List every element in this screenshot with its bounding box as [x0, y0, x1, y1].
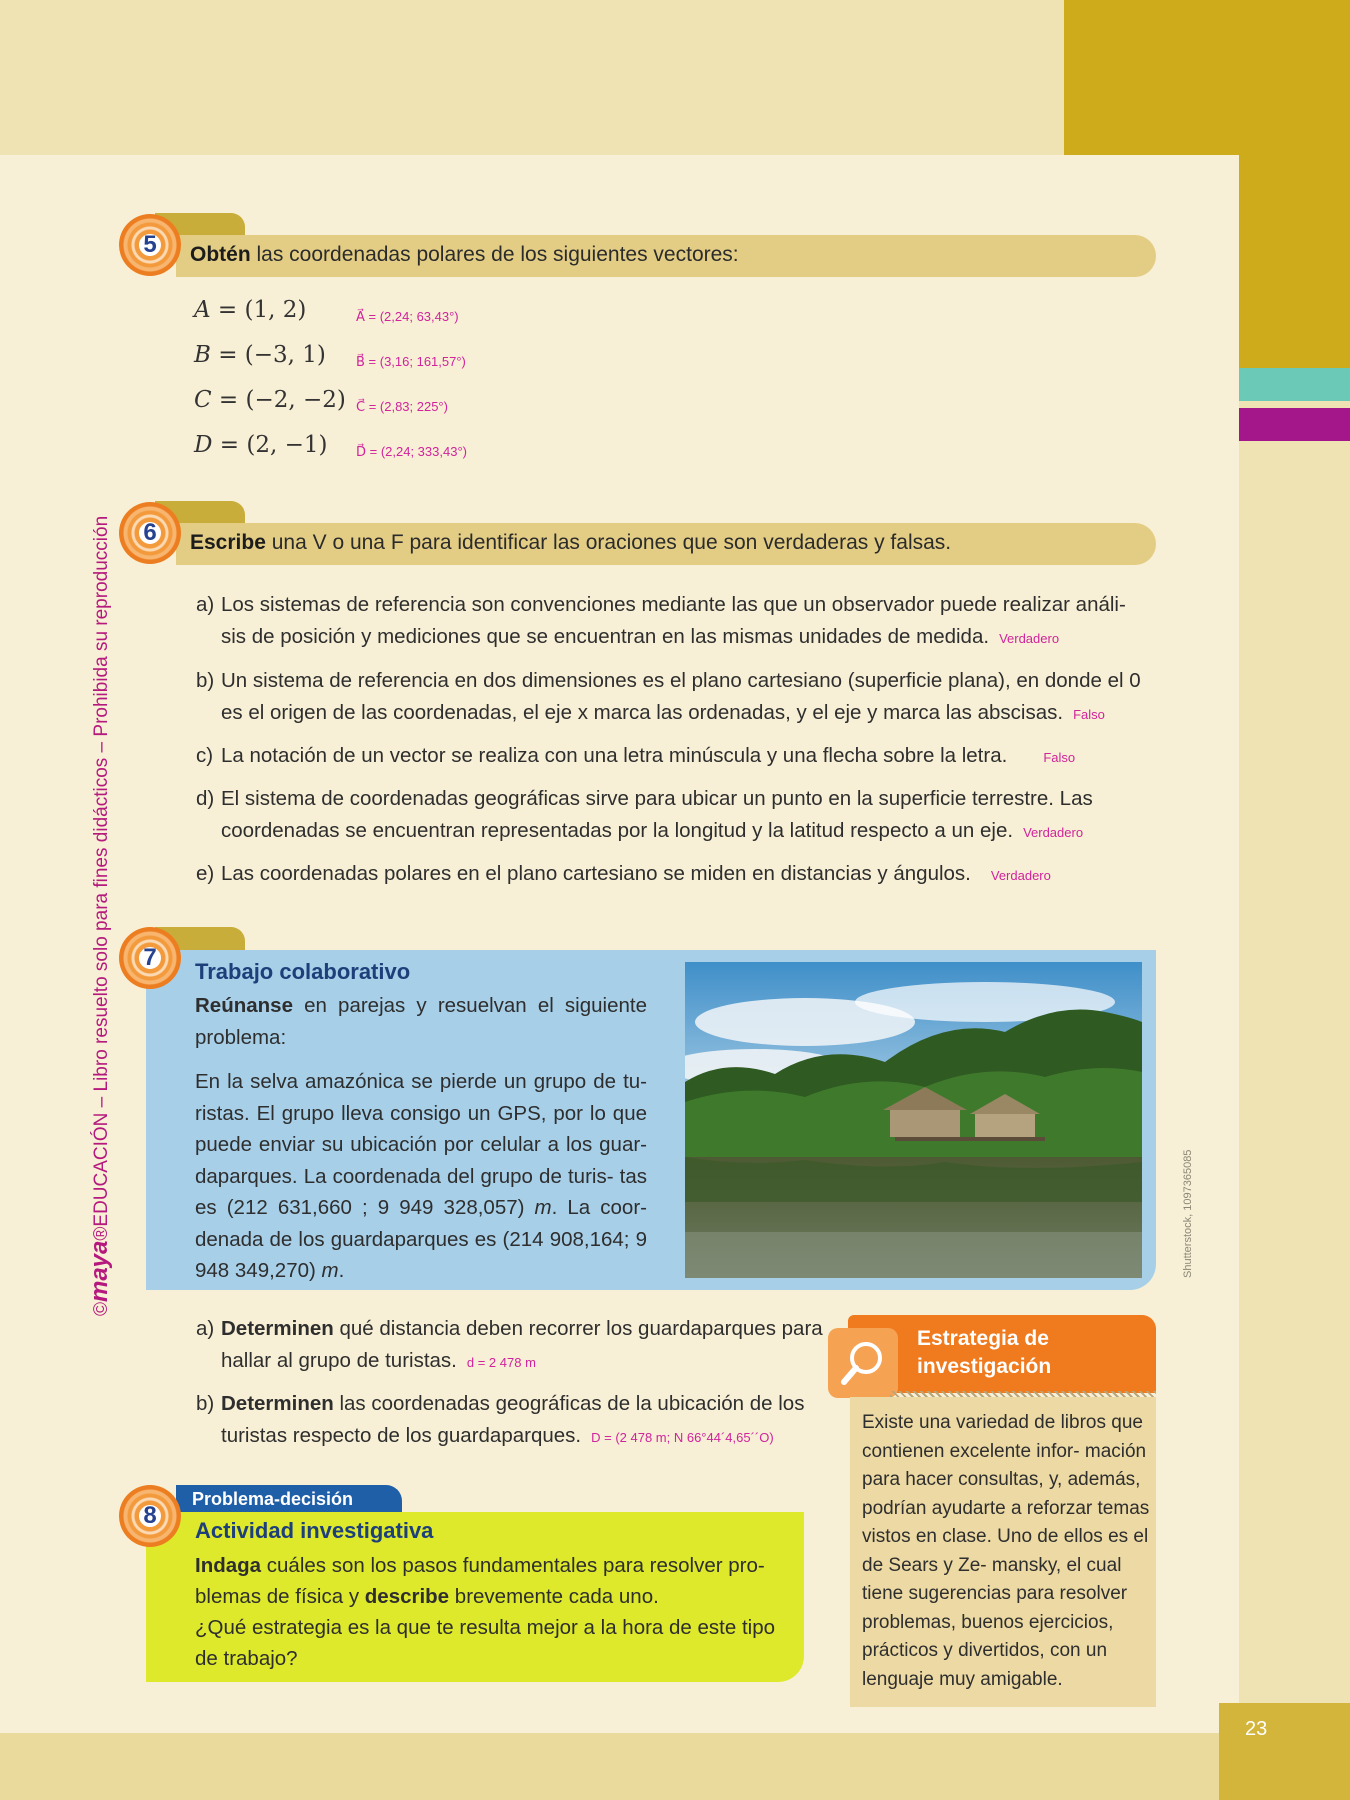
vector-a-answer: A⃗ = (2,24; 63,43°)	[356, 309, 459, 324]
activity-text-1: cuáles son los pasos fundamentales para resolver pro- blemas de física y	[195, 1554, 765, 1608]
ex6-instruction-text: una V o una F para identificar las oraciones que son verdaderas y falsas.	[265, 531, 952, 554]
item-label: d)	[196, 787, 215, 810]
activity-verb-2: describe	[364, 1585, 450, 1608]
question-label: b)	[196, 1392, 215, 1415]
item-label: a)	[196, 593, 215, 616]
item-answer: Verdadero	[999, 631, 1060, 646]
ex6-item-c	[196, 740, 1156, 774]
vector-b-answer: B⃗ = (3,16; 161,57°)	[356, 354, 466, 369]
collab-problem	[195, 1066, 647, 1287]
question-text: qué distancia deben recorrer los guardaparques para hallar al grupo de turistas.	[221, 1317, 823, 1372]
question-label: a)	[196, 1317, 215, 1340]
collab-title: Trabajo colaborativo	[195, 959, 411, 984]
activity-verb-1: Indaga	[195, 1554, 262, 1577]
vector-expr: = (−2, −2)	[211, 387, 346, 413]
magnifier-icon	[828, 1328, 898, 1398]
item-text: Los sistemas de referencia son convenciones mediante las que un observador puede realizar análi- sis de posición y mediciones que se encuentran en las mismas unidades de medida.	[221, 593, 1126, 648]
ex8-number-badge	[119, 1485, 181, 1547]
teal-tab	[1239, 368, 1350, 401]
item-text: El sistema de coordenadas geográficas sirve para ubicar un punto en la superficie terrestre. Las coordenadas se encuentran representadas por la longitud y la latitud respecto a un eje.	[221, 787, 1093, 842]
strategy-text: Existe una variedad de libros que contienen excelente infor- mación para hacer consultas, y, además, podrían ayudarte a reforzar temas vistos en clase. Uno de ellos es el de Sears y Ze- mansky, el cual tiene sugerencias para resolver problemas, buenos ejercicios, prácticos y divertidos, con un lenguaje muy amigable.	[862, 1412, 1150, 1690]
ex6-instruction-verb: Escribe	[190, 531, 266, 554]
item-text: La notación de un vector se realiza con una letra minúscula y una flecha sobre la letra.	[221, 744, 1008, 767]
question-text: las coordenadas geográficas de la ubicación de los turistas respecto de los guardaparques.	[221, 1392, 805, 1447]
ex5-instruction-verb: Obtén	[190, 243, 251, 266]
vector-c-answer: C⃗ = (2,83; 225°)	[356, 399, 448, 414]
strategy-title-line2: investigación	[917, 1355, 1052, 1378]
question-verb: Determinen	[221, 1317, 334, 1340]
amazon-river-photo	[685, 962, 1142, 1278]
ex7-number: 7	[136, 944, 164, 972]
right-strip	[1239, 441, 1350, 1703]
vector-name: A	[194, 297, 211, 323]
collab-intro-text: en parejas y resuelvan el siguiente problema:	[195, 994, 647, 1049]
item-answer: Falso	[1043, 750, 1076, 765]
problema-decision-tab: Problema-decisión	[176, 1485, 402, 1515]
collab-intro	[195, 990, 647, 1054]
question-verb: Determinen	[221, 1392, 334, 1415]
side-credit	[86, 516, 114, 1316]
vector-name: C	[194, 387, 212, 413]
credit-text: ®EDUCACIÓN – Libro resuelto solo para fines didácticos – Prohibida su reproducción	[91, 515, 112, 1241]
ex6-number-badge	[119, 502, 181, 564]
problem-text-1: En la selva amazónica se pierde un grupo de tu- ristas. El grupo lleva consigo un GPS, por lo que puede enviar su ubicación por celular a los guar- daparques. La coordenada del grupo de turis- tas es (212 631,660 ; 9 949 328,057)	[195, 1070, 647, 1219]
ex5-number: 5	[136, 231, 164, 259]
item-text: Las coordenadas polares en el plano cartesiano se miden en distancias y ángulos.	[221, 862, 971, 885]
activity-body	[195, 1550, 795, 1674]
unit-m: m	[321, 1259, 339, 1282]
ex6-item-e	[196, 858, 1156, 892]
vector-expr: = (2, −1)	[212, 432, 328, 458]
item-label: b)	[196, 669, 215, 692]
problem-text-2: . La coor- denada de los guardaparques es (214 908,164; 9 948 349,270)	[195, 1196, 647, 1282]
page-number: 23	[1219, 1703, 1350, 1800]
vector-c	[194, 387, 346, 413]
vector-expr: = (−3, 1)	[210, 342, 326, 368]
vector-expr: = (1, 2)	[210, 297, 307, 323]
item-answer: Falso	[1073, 707, 1105, 722]
bottom-band	[0, 1733, 1350, 1800]
photo-credit: Shutterstock, 1097365085	[1182, 1149, 1194, 1278]
vector-name: B	[194, 342, 211, 368]
activity-title: Actividad investigativa	[195, 1518, 434, 1543]
question-answer: d = 2 478 m	[466, 1355, 536, 1370]
ex6-instruction	[176, 523, 1156, 565]
activity-question: ¿Qué estrategia es la que te resulta mejor a la hora de este tipo de trabajo?	[195, 1616, 776, 1670]
ex5-number-badge	[119, 214, 181, 276]
item-label: e)	[196, 862, 215, 885]
copyright-symbol: ©	[91, 1302, 112, 1316]
activity-text-2: brevemente cada uno.	[449, 1585, 659, 1608]
magenta-tab	[1239, 408, 1350, 441]
vector-d	[194, 432, 327, 458]
unit-m: m	[534, 1196, 552, 1219]
vector-name: D	[194, 432, 213, 458]
item-text: Un sistema de referencia en dos dimensiones es el plano cartesiano (superficie plana), en donde el 0 es el origen de las coordenadas, el eje x marca las ordenadas, y el eje y marca las abscisas.	[221, 669, 1141, 724]
ex7-question-b	[196, 1388, 826, 1454]
collab-intro-verb: Reúnanse	[195, 994, 293, 1017]
ex5-instruction	[176, 235, 1156, 277]
vector-d-answer: D⃗ = (2,24; 333,43°)	[356, 444, 467, 459]
ex8-number: 8	[136, 1502, 164, 1530]
ex5-instruction-text: las coordenadas polares de los siguientes vectores:	[250, 243, 739, 266]
item-label: c)	[196, 744, 214, 767]
ex6-item-d	[196, 783, 1156, 849]
ex7-question-a	[196, 1313, 826, 1379]
top-band	[0, 0, 1064, 155]
problem-text-3: .	[338, 1259, 345, 1282]
vector-b	[194, 342, 326, 368]
item-answer: Verdadero	[1023, 825, 1084, 840]
strategy-title	[917, 1325, 1051, 1381]
vector-a	[194, 297, 306, 323]
ex6-item-a	[196, 589, 1156, 655]
ex7-number-badge	[119, 927, 181, 989]
brand-logo-text: maya	[86, 1240, 113, 1302]
question-answer: D = (2 478 m; N 66°44´4,65´´O)	[591, 1430, 774, 1445]
item-answer: Verdadero	[990, 868, 1051, 883]
ex6-number: 6	[136, 519, 164, 547]
ex6-item-b	[196, 665, 1156, 731]
strategy-title-line1: Estrategia de	[917, 1327, 1049, 1350]
